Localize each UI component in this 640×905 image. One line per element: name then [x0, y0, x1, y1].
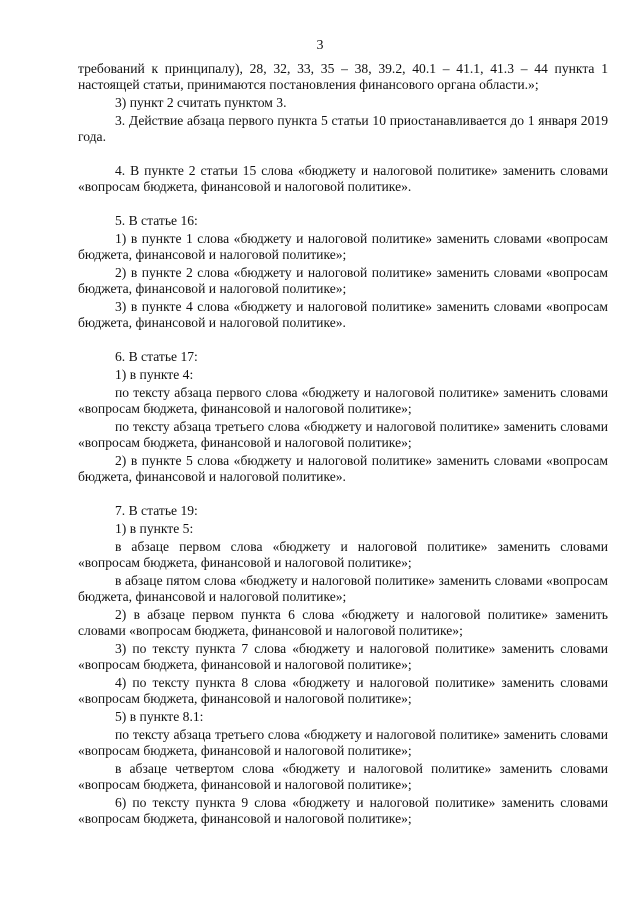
paragraph: 2) в пункте 2 слова «бюджету и налоговой политике» заменить словами «вопросам бюджета, финансовой и налоговой политике»;	[78, 265, 608, 296]
page-number: 3	[316, 38, 324, 53]
paragraph: 6) по тексту пункта 9 слова «бюджету и налоговой политике» заменить словами «вопросам бюджета, финансовой и налоговой политике»;	[78, 795, 608, 826]
paragraph: 3) пункт 2 считать пунктом 3.	[115, 95, 287, 110]
section-heading: 7. В статье 19:	[115, 503, 198, 518]
paragraph: 3. Действие абзаца первого пункта 5 статьи 10 приостанавливается до 1 января 2019 года.	[78, 113, 608, 144]
paragraph: в абзаце первом слова «бюджету и налоговой политике» заменить словами «вопросам бюджета, финансовой и налоговой политике»;	[78, 539, 608, 570]
paragraph: в абзаце четвертом слова «бюджету и налоговой политике» заменить словами «вопросам бюджета, финансовой и налоговой политике»;	[78, 761, 608, 792]
paragraph: по тексту абзаца первого слова «бюджету и налоговой политике» заменить словами «вопросам бюджета, финансовой и налоговой политике»;	[78, 385, 608, 416]
paragraph: 4) по тексту пункта 8 слова «бюджету и налоговой политике» заменить словами «вопросам бюджета, финансовой и налоговой политике»;	[78, 675, 608, 706]
paragraph: 3) в пункте 4 слова «бюджету и налоговой политике» заменить словами «вопросам бюджета, финансовой и налоговой политике».	[78, 299, 608, 330]
paragraph: по тексту абзаца третьего слова «бюджету и налоговой политике» заменить словами «вопросам бюджета, финансовой и налоговой политике»;	[78, 727, 608, 758]
paragraph: 2) в абзаце первом пункта 6 слова «бюджету и налоговой политике» заменить словами «вопросам бюджета, финансовой и налоговой политике»;	[78, 607, 608, 638]
paragraph: требований к принципалу), 28, 32, 33, 35 – 38, 39.2, 40.1 – 41.1, 41.3 – 44 пункта 1 настоящей статьи, принимаются постановления финансового органа области.»;	[78, 61, 608, 92]
paragraph: 1) в пункте 1 слова «бюджету и налоговой политике» заменить словами «вопросам бюджета, финансовой и налоговой политике»;	[78, 231, 608, 262]
paragraph: в абзаце пятом слова «бюджету и налоговой политике» заменить словами «вопросам бюджета, финансовой и налоговой политике»;	[78, 573, 608, 604]
paragraph: 5) в пункте 8.1:	[115, 709, 204, 724]
paragraph: по тексту абзаца третьего слова «бюджету и налоговой политике» заменить словами «вопросам бюджета, финансовой и налоговой политике»;	[78, 419, 608, 450]
document-body	[78, 61, 608, 829]
paragraph: 2) в пункте 5 слова «бюджету и налоговой политике» заменить словами «вопросам бюджета, финансовой и налоговой политике».	[78, 453, 608, 484]
paragraph: 4. В пункте 2 статьи 15 слова «бюджету и налоговой политике» заменить словами «вопросам бюджета, финансовой и налоговой политике».	[78, 163, 608, 194]
paragraph: 1) в пункте 5:	[115, 521, 194, 536]
section-heading: 5. В статье 16:	[115, 213, 198, 228]
section-heading: 6. В статье 17:	[115, 349, 198, 364]
paragraph: 1) в пункте 4:	[115, 367, 194, 382]
paragraph: 3) по тексту пункта 7 слова «бюджету и налоговой политике» заменить словами «вопросам бюджета, финансовой и налоговой политике»;	[78, 641, 608, 672]
